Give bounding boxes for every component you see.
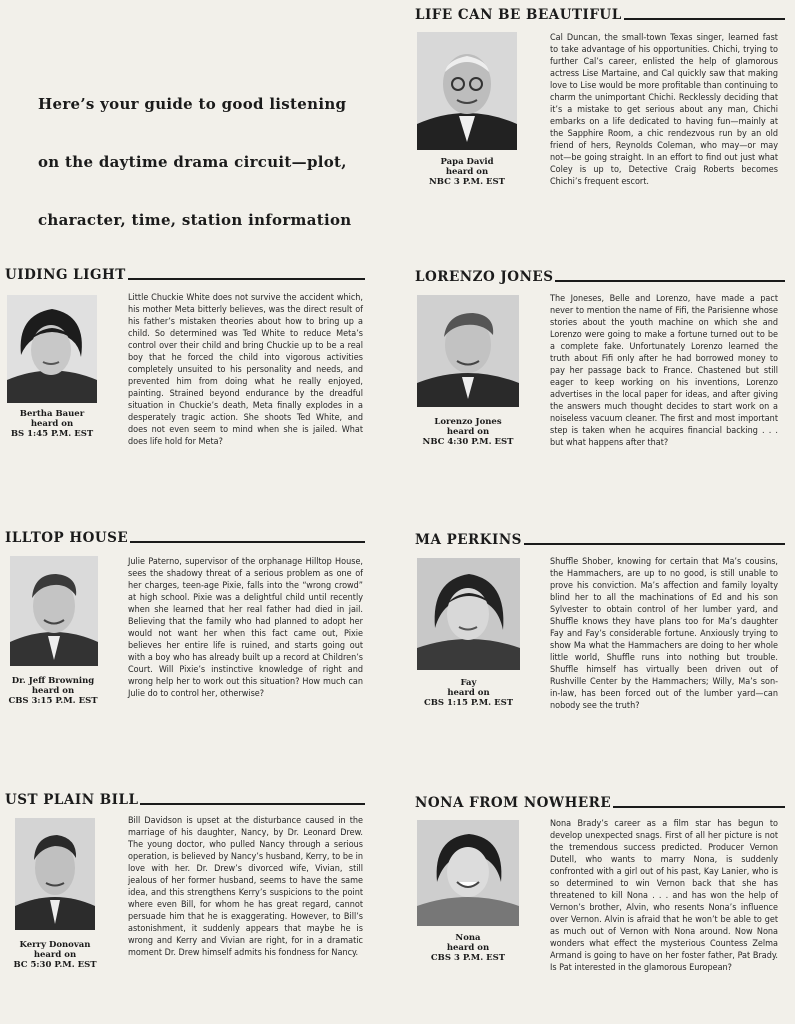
title-rule	[524, 543, 785, 545]
intro-line-2: on the daytime drama circuit—plot,	[38, 153, 347, 171]
portrait-photo	[7, 295, 97, 403]
section-lorenzo-jones	[415, 267, 785, 507]
portrait-caption	[415, 157, 519, 187]
caption-name: Bertha Bauer	[19, 409, 85, 419]
caption-name: Nona	[455, 933, 481, 943]
section-title-row	[5, 790, 365, 808]
caption-heard-on: heard on	[446, 943, 490, 953]
portrait-caption	[415, 417, 521, 447]
section-title-row	[415, 530, 785, 548]
title-rule	[128, 278, 365, 280]
portrait-photo	[15, 818, 95, 930]
portrait-nona-image	[417, 820, 519, 926]
caption-name: Lorenzo Jones	[434, 417, 502, 427]
caption-name: Papa David	[440, 157, 494, 167]
synopsis-text: The Joneses, Belle and Lorenzo, have made a pact never to mention the name of Fifi, the Parisienne whose stories about the youth machine on which she and Lorenzo were going to make a fortune turned out to be a complete fake. Unfortunately Lorenzo learned the truth about Fifi only after he had borrowed money to pay her passage back to France. Chastened but still eager to keep working on his inventions, Lorenzo advertises in the local paper for ideas, and after giving the answers much thought decides to start work on a noiseless vacuum cleaner. The first and most important step is taken when he acquires financial backing . . . but what happens after that?	[550, 294, 778, 448]
section-nona-from-nowhere	[415, 793, 785, 1021]
portrait-jeff-browning-image	[10, 556, 98, 666]
intro-line-1: Here’s your guide to good listening	[38, 95, 347, 113]
portrait-lorenzo-jones-image	[417, 295, 519, 407]
intro	[38, 95, 368, 269]
title-rule	[140, 803, 365, 805]
section-guiding-light	[5, 265, 365, 505]
section-title: UIDING LIGHT	[5, 267, 126, 283]
section-title-row	[5, 528, 365, 546]
portrait-caption	[5, 409, 99, 439]
synopsis-text: Shuffle Shober, knowing for certain that Ma’s cousins, the Hammachers, are up to no good, is still unable to prove his conviction. Ma’s affection and family loyalty blind her to all the machinations of Ed and his son Sylvester to obtain control of her lumber yard, and Shuffle knows they have plans too for Ma’s daughter Fay and Fay’s considerable fortune. Anxiously trying to show Ma what the Hammachers are doing to her whole little world, Shuffle runs into nothing but trouble. Shuffle himself has virtually been driven out of Rushville Center by the Hammachers; Willy, Ma’s son-in-law, has been forced out of the lumber yard—can nobody see the truth?	[550, 557, 778, 711]
section-hilltop-house	[5, 528, 365, 778]
synopsis-text: Little Chuckie White does not survive the accident which, his mother Meta bitterly believes, was the direct result of his father’s mistaken theories about how to bring up a child. So determined was Ted White to reduce Meta’s control over their child and bring Chuckie up to be a real boy that he forced the child into vigorous activities completely unsuited to his personality and needs, and prevented him from doing what he really enjoyed, painting. Strained beyond endurance by the dreadful situation in Chuckie’s death, Meta finally explodes in a desperately tragic action. She shoots Ted White, and does not even seem to mind when she is jailed. What does life hold for Meta?	[128, 293, 363, 447]
section-title: MA PERKINS	[415, 532, 522, 548]
section-life-can-be-beautiful	[415, 5, 785, 250]
section-title: NONA FROM NOWHERE	[415, 795, 612, 811]
section-title: LORENZO JONES	[415, 269, 554, 285]
caption-time: CBS 1:15 P.M. EST	[423, 698, 514, 708]
portrait-photo	[417, 820, 519, 926]
portrait-fay-image	[417, 558, 520, 670]
caption-heard-on: heard on	[446, 427, 490, 437]
section-title: ILLTOP HOUSE	[5, 530, 129, 546]
synopsis-text: Cal Duncan, the small-town Texas singer, learned fast to take advantage of his opportunities. Chichi, trying to further Cal’s career, enlisted the help of glamorous actress Lise Martaine, and Cal quickly saw that making love to Lise would be more profitable than continuing to charm the unimportant Chichi. Recklessly deciding that it’s a mistake to get serious about any man, Chichi embarks on a life dedicated to having fun—mainly at the Sapphire Room, a chic rendezvous run by an old friend of hers, Reynolds Coleman, who may—or may not—be going straight. In an effort to find out just what Coley is up to, Detective Craig Roberts becomes Chichi’s frequent escort.	[550, 33, 778, 187]
portrait-caption	[5, 940, 105, 970]
section-title-row	[415, 5, 785, 23]
portrait-caption	[5, 676, 101, 706]
section-title-row	[415, 267, 785, 285]
title-rule	[130, 541, 365, 543]
portrait-photo	[10, 556, 98, 666]
portrait-photo	[417, 558, 520, 670]
portrait-kerry-donovan-image	[15, 818, 95, 930]
section-title-row	[415, 793, 785, 811]
title-rule	[624, 18, 785, 20]
section-title: UST PLAIN BILL	[5, 792, 139, 808]
portrait-caption	[415, 678, 522, 708]
title-rule	[613, 806, 785, 808]
caption-time: NBC 4:30 P.M. EST	[422, 437, 514, 447]
section-just-plain-bill	[5, 790, 365, 1020]
section-title: LIFE CAN BE BEAUTIFUL	[415, 7, 622, 23]
portrait-photo	[417, 32, 517, 150]
caption-name: Fay	[460, 678, 477, 688]
section-ma-perkins	[415, 530, 785, 780]
caption-time: BC 5:30 P.M. EST	[13, 960, 97, 970]
title-rule	[555, 280, 785, 282]
caption-time: CBS 3:15 P.M. EST	[8, 696, 98, 706]
caption-name: Dr. Jeff Browning	[11, 676, 95, 686]
caption-time: CBS 3 P.M. EST	[430, 953, 506, 963]
caption-heard-on: heard on	[30, 419, 74, 429]
caption-name: Kerry Donovan	[19, 940, 91, 950]
caption-heard-on: heard on	[447, 688, 490, 698]
caption-heard-on: heard on	[33, 950, 77, 960]
portrait-photo	[417, 295, 519, 407]
caption-heard-on: heard on	[445, 167, 489, 177]
intro-line-3: character, time, station information	[38, 211, 352, 229]
section-title-row	[5, 265, 365, 283]
portrait-caption	[415, 933, 521, 963]
portrait-bertha-bauer-image	[7, 295, 97, 403]
synopsis-text: Julie Paterno, supervisor of the orphanage Hilltop House, sees the shadowy threat of a serious problem as one of her charges, teen-age Pixie, falls into the “wrong crowd” at high school. Pixie was a delightful child until recently when she learned that her real father had died in jail. Believing that the family who had planned to adopt her would not want her when this fact came out, Pixie believes her entire life is ruined, and starts going out with a boy who has already built up a record at Children’s Court. Will Pixie’s instinctive knowledge of right and wrong help her to work out this situation? How much can Julie do to control her, otherwise?	[128, 557, 363, 699]
synopsis-text: Nona Brady’s career as a film star has begun to develop unexpected snags. First of all her picture is not the tremendous success predicted. Producer Vernon Dutell, who wants to marry Nona, is suddenly confronted with a girl out of his past, Kay Lanier, who is so determined to win Vernon back that she has threatened to kill Nona . . . and has won the help of Vernon’s brother, Alvin, who resents Nona’s influence over Vernon. Alvin is afraid that he won’t be able to get as much out of Vernon with Nona around. Now Nona wonders what effect the mysterious Countess Zelma Armand is going to have on her foster father, Pat Brady. Is Pat interested in the glamorous European?	[550, 819, 778, 973]
synopsis-text: Bill Davidson is upset at the disturbance caused in the marriage of his daughter, Nancy, by Dr. Leonard Drew. The young doctor, who pulled Nancy through a serious operation, is believed by Nancy’s husband, Kerry, to be in love with her. Dr. Drew’s divorced wife, Vivian, still jealous of her former husband, seems to have the same idea, and this strengthens Kerry’s suspicions to the point where even Bill, for whom he has great regard, cannot persuade him that he is exaggerating. However, to Bill’s astonishment, it suddenly appears that maybe he is wrong and Kerry and Vivian are right, for in a dramatic moment Dr. Drew himself admits his fondness for Nancy.	[128, 816, 363, 958]
caption-heard-on: heard on	[31, 686, 75, 696]
portrait-papa-david-image	[417, 32, 517, 150]
caption-time: NBC 3 P.M. EST	[429, 177, 505, 187]
caption-time: BS 1:45 P.M. EST	[10, 429, 94, 439]
